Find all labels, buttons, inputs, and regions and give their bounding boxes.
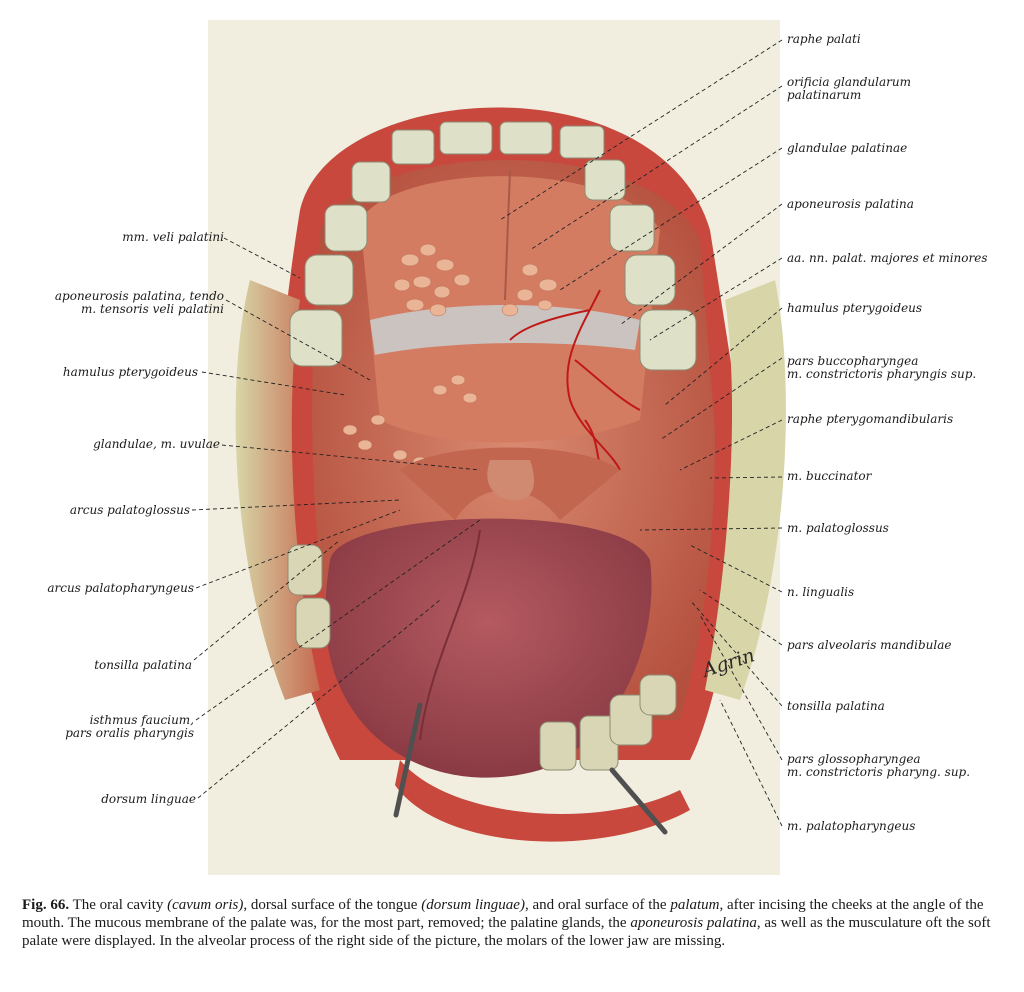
label-m-buccinator: m. buccinator [787, 469, 872, 483]
caption-italic-4: aponeurosis palatina [630, 915, 757, 931]
label-raphe-palati: raphe palati [787, 32, 861, 46]
caption-italic-3: palatum [670, 897, 720, 913]
caption-italic-1: (cavum oris) [167, 897, 244, 913]
label-pars-glossopharyngea: pars glossopharyngea m. constrictoris pharyng. sup. [787, 752, 971, 779]
label-aa-nn-palat: aa. nn. palat. majores et minores [787, 251, 988, 265]
caption-text-1: The oral cavity [72, 897, 164, 913]
caption-text-2: , dorsal surface of the tongue [243, 897, 418, 913]
label-tonsilla-palatina-right: tonsilla palatina [787, 699, 885, 713]
caption-fig-label: Fig. 66. [22, 897, 70, 913]
label-arcus-palatoglossus: arcus palatoglossus [69, 503, 190, 517]
label-n-lingualis: n. lingualis [787, 585, 855, 599]
leader-mm-veli-palatini [224, 238, 300, 278]
caption-text-3: , and oral surface of the [524, 897, 667, 913]
label-pars-buccopharyngea: pars buccopharyngea m. constrictoris pharyngis sup. [787, 354, 977, 381]
label-tonsilla-palatina-left: tonsilla palatina [94, 658, 192, 672]
label-raphe-pterygomandibularis: raphe pterygomandibularis [787, 412, 954, 426]
label-pars-alveolaris-mandibulae: pars alveolaris mandibulae [787, 638, 952, 652]
caption-text-5: , as well as the musculature oft the soft palate were displayed. In the alveolar process of the right side of the picture, the molars of the lower jaw are missing. [22, 915, 991, 949]
label-m-palatopharyngeus: m. palatopharyngeus [787, 819, 916, 833]
label-hamulus-pterygoideus-right: hamulus pterygoideus [787, 301, 923, 315]
label-arcus-palatopharyngeus: arcus palatopharyngeus [47, 581, 194, 595]
label-glandulae-m-uvulae: glandulae, m. uvulae [93, 437, 220, 451]
caption-italic-2: (dorsum linguae) [421, 897, 525, 913]
caption-text-4: , after incising the cheeks at the angle of the mouth. The mucous membrane of the palate was, for the most part, removed; the palatine glands, the [22, 897, 984, 931]
label-aponeurosis-palatina: aponeurosis palatina [787, 197, 914, 211]
figure-caption [22, 896, 1002, 950]
label-isthmus-faucium: isthmus faucium, pars oralis pharyngis [65, 713, 194, 740]
label-hamulus-pterygoideus-left: hamulus pterygoideus [62, 365, 198, 379]
label-dorsum-linguae: dorsum linguae [101, 792, 196, 806]
label-mm-veli-palatini: mm. veli palatini [122, 230, 224, 244]
lower-lip [395, 760, 690, 842]
artist-signature: Agrin [699, 644, 758, 682]
label-orificia-glandularum: orificia glandularum palatinarum [787, 75, 911, 102]
leader-m-palatopharyngeus [720, 700, 782, 826]
label-aponeurosis-palatina-tendo: aponeurosis palatina, tendo m. tensoris veli palatini [54, 289, 224, 316]
label-glandulae-palatinae: glandulae palatinae [787, 141, 908, 155]
label-m-palatoglossus: m. palatoglossus [787, 521, 889, 535]
